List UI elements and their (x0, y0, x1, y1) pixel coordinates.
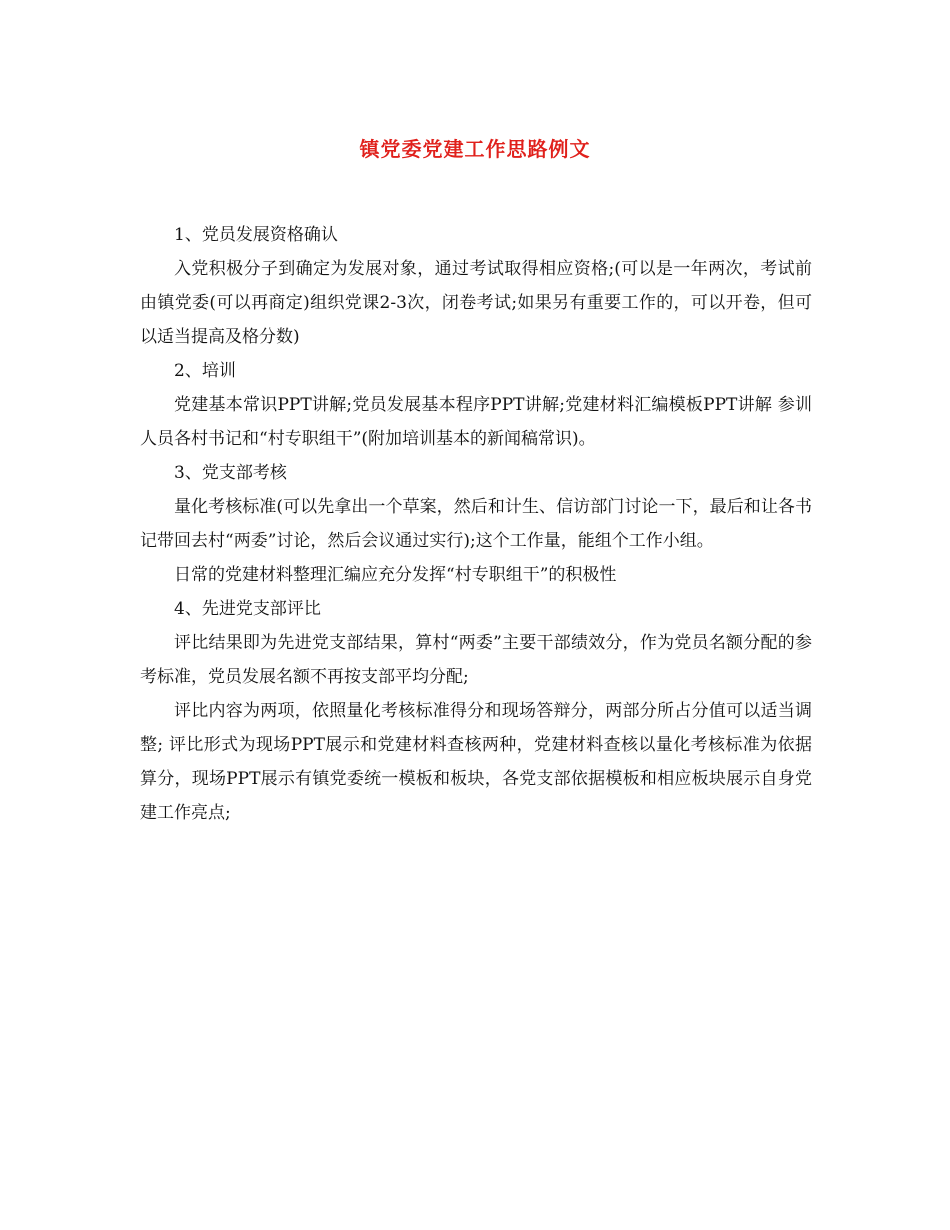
heading-2-training: 2、培训 (174, 361, 236, 381)
paragraph-assessment-standard: 量化考核标准(可以先拿出一个草案，然后和计生、信访部门讨论一下，最后和让各书记带回去村“两委”讨论，然后会议通过实行);这个工作量，能组个工作小组。 (140, 497, 812, 551)
paragraph-daily-materials: 日常的党建材料整理汇编应充分发挥“村专职组干”的积极性 (174, 565, 617, 585)
document-title: 镇党委党建工作思路例文 (359, 137, 591, 161)
paragraph-training-detail: 党建基本常识PPT讲解;党员发展基本程序PPT讲解;党建材料汇编模板PPT讲解 参训人员各村书记和“村专职组干”(附加培训基本的新闻稿常识)。 (140, 395, 812, 449)
paragraph-evaluation-result: 评比结果即为先进党支部结果，算村“两委”主要干部绩效分，作为党员名额分配的参考标准，党员发展名额不再按支部平均分配; (140, 633, 812, 687)
heading-3-branch-assessment: 3、党支部考核 (174, 463, 287, 483)
paragraph-evaluation-content: 评比内容为两项，依照量化考核标准得分和现场答辩分，两部分所占分值可以适当调整; 评比形式为现场PPT展示和党建材料查核两种，党建材料查核以量化考核标准为依据算分，现场PPT展示有镇党委统一模板和板块，各党支部依据模板和相应板块展示自身党建工作亮点; (140, 701, 812, 823)
document-body (140, 218, 812, 830)
heading-4-advanced-branch-evaluation: 4、先进党支部评比 (174, 599, 321, 619)
heading-1-member-qualification: 1、党员发展资格确认 (174, 225, 338, 245)
paragraph-qualification-detail: 入党积极分子到确定为发展对象，通过考试取得相应资格;(可以是一年两次，考试前由镇党委(可以再商定)组织党课2-3次，闭卷考试;如果另有重要工作的，可以开卷，但可以适当提高及格分数) (140, 259, 812, 347)
